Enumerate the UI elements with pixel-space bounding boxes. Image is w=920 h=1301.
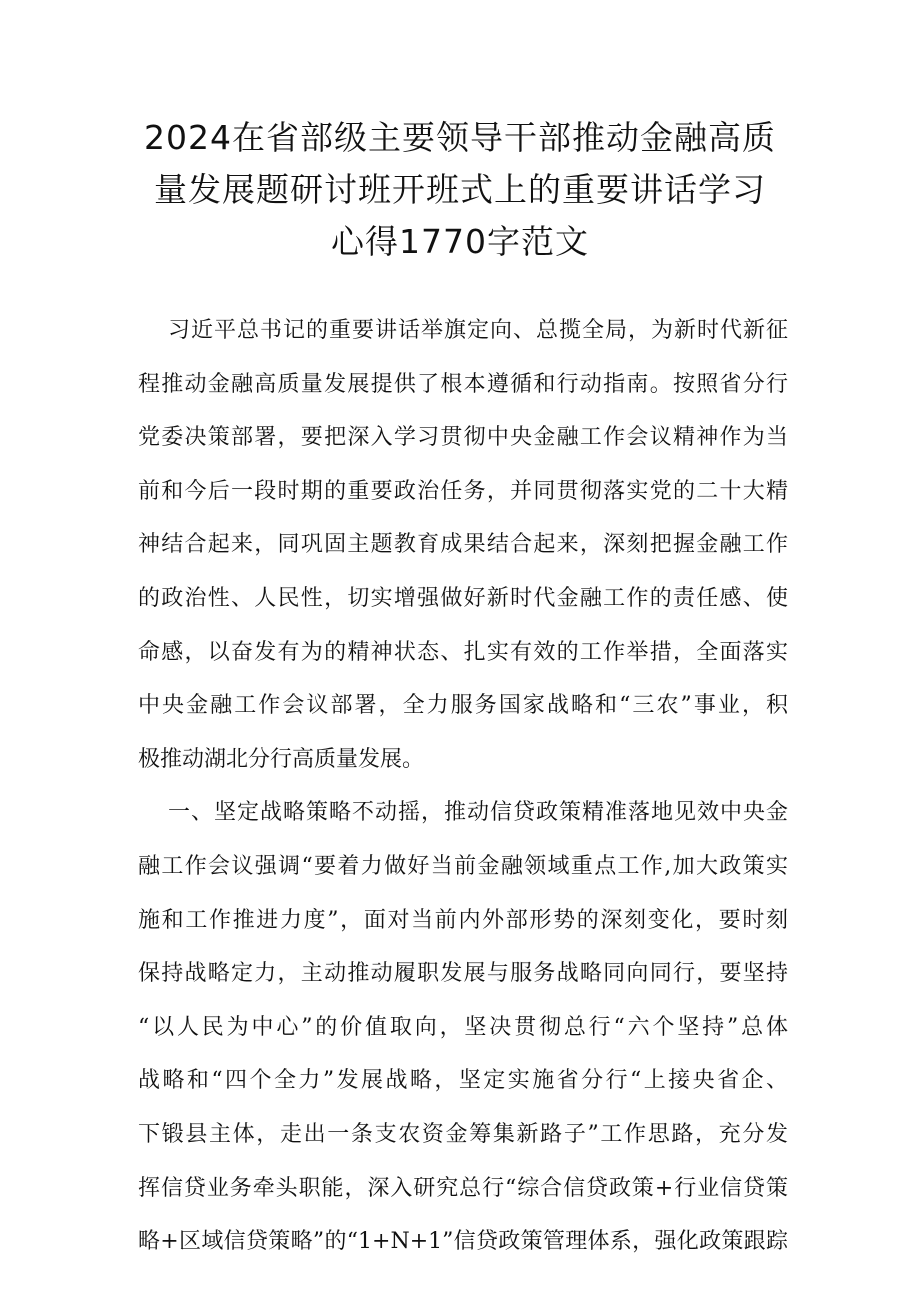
- paragraph-section-one: [138, 786, 788, 1268]
- document-body: [138, 304, 788, 1269]
- title-line: 2024在省部级主要领导干部推动金融高质: [144, 118, 776, 157]
- paragraph-intro: [138, 304, 788, 786]
- text-line: 一、坚定战略策略不动摇，推动信贷政策精准落地见效中央金: [168, 800, 788, 826]
- text-line: 融工作会议强调“要着力做好当前金融领域重点工作,加大政策实: [138, 853, 788, 879]
- text-line: 程推动金融高质量发展提供了根本遵循和行动指南。按照省分行: [138, 371, 788, 397]
- text-line: 施和工作推进力度”，面对当前内外部形势的深刻变化，要时刻: [138, 907, 788, 933]
- text-line: 中央金融工作会议部署，全力服务国家战略和“三农”事业，积: [138, 693, 788, 719]
- text-line: 下锻县主体，走出一条支农资金筹集新路子”工作思路，充分发: [138, 1121, 788, 1147]
- title-line: 量发展题研讨班开班式上的重要讲话学习: [154, 170, 766, 209]
- text-line: 前和今后一段时期的重要政治任务，并同贯彻落实党的二十大精: [138, 478, 788, 504]
- text-line: 命感，以奋发有为的精神状态、扎实有效的工作举措，全面落实: [138, 639, 788, 665]
- text-line: 挥信贷业务牵头职能，深入研究总行“综合信贷政策+行业信贷策: [138, 1175, 788, 1201]
- title-line: 心得1770字范文: [331, 222, 589, 261]
- text-line: 的政治性、人民性，切实增强做好新时代金融工作的责任感、使: [138, 585, 788, 611]
- text-line: “以人民为中心”的价值取向，坚决贯彻总行“六个坚持”总体: [138, 1014, 788, 1040]
- text-line: 略+区域信贷策略”的“1+N+1”信贷政策管理体系，强化政策跟踪: [138, 1229, 788, 1255]
- text-line: 极推动湖北分行高质量发展。: [138, 746, 425, 772]
- text-line: 保持战略定力，主动推动履职发展与服务战略同向同行，要坚持: [138, 961, 788, 987]
- text-line: 战略和“四个全力”发展战略，坚定实施省分行“上接央省企、: [138, 1068, 788, 1094]
- document-title: [120, 112, 800, 268]
- text-line: 党委决策部署，要把深入学习贯彻中央金融工作会议精神作为当: [138, 425, 788, 451]
- text-line: 神结合起来，同巩固主题教育成果结合起来，深刻把握金融工作: [138, 532, 788, 558]
- text-line: 习近平总书记的重要讲话举旗定向、总揽全局，为新时代新征: [168, 318, 788, 343]
